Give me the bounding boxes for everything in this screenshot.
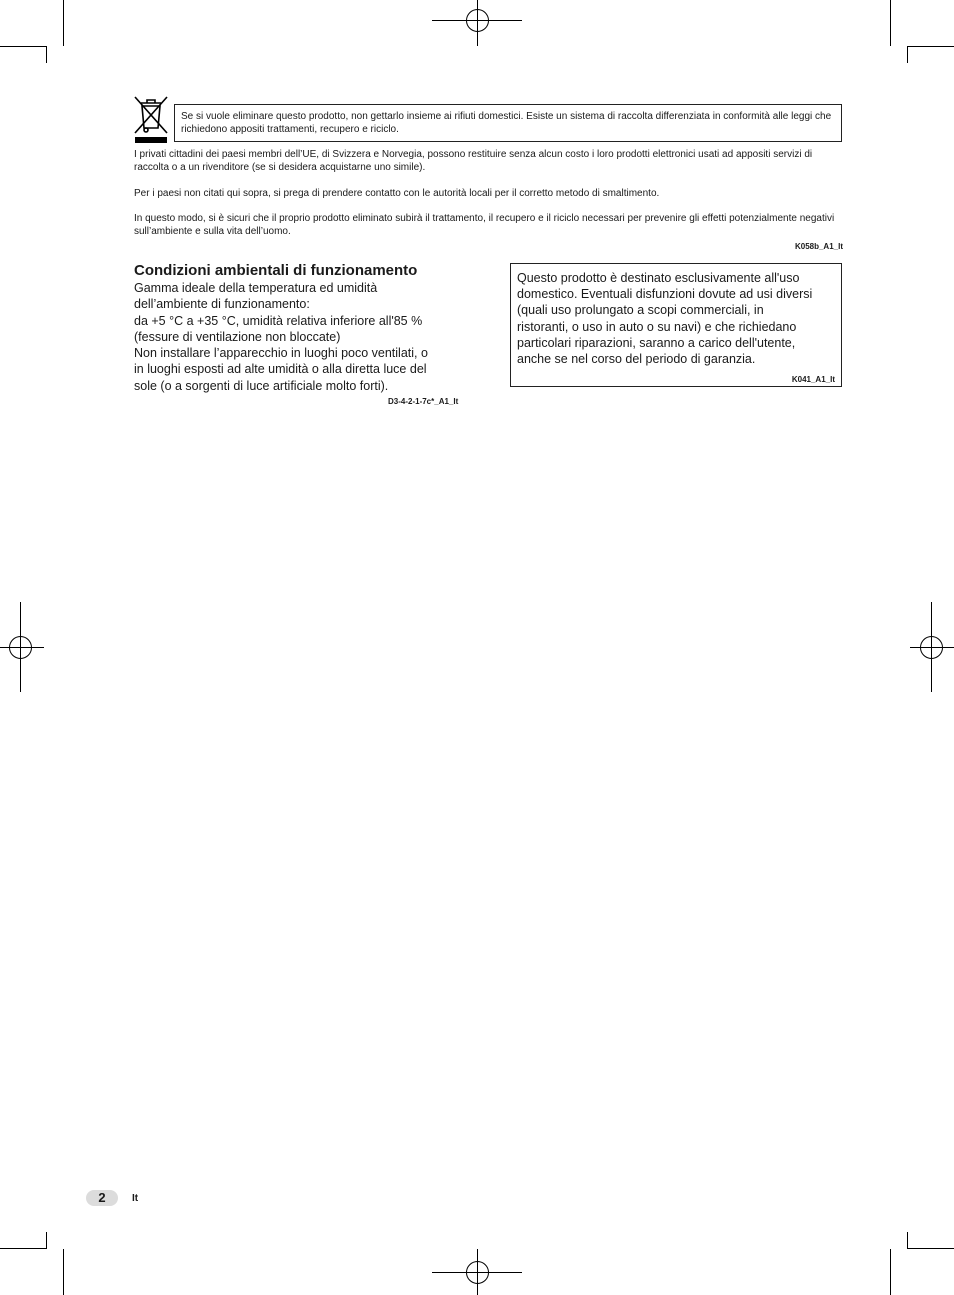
environment-section-body (134, 280, 464, 394)
recycling-paragraph-1: I privati cittadini dei paesi membri dell’UE, di Svizzera e Norvegia, possono restituire senza alcun costo i loro prodotti elettronici usati ad appositi servizi di raccolta o a un rivenditore (se si desidera acquistarne uno simile). (134, 149, 813, 173)
environment-line: dell’ambiente di funzionamento: (134, 297, 310, 312)
environment-line: Gamma ideale della temperatura ed umidità (134, 281, 378, 295)
page-number-badge: 2 (86, 1190, 118, 1206)
domestic-use-line: anche se nel corso del periodo di garanzia. (517, 352, 756, 367)
language-code: It (132, 1193, 139, 1204)
crossed-out-wheelie-bin-icon (133, 95, 169, 145)
domestic-use-line: domestico. Eventuali disfunzioni dovute ad usi diversi (517, 287, 813, 302)
recycling-paragraph-3: In questo modo, si è sicuri che il proprio prodotto eliminato subirà il trattamento, il recupero e il riciclo necessari per prevenire gli effetti potenzialmente negativi sull’ambiente e sulla vita dell’uomo. (134, 213, 835, 237)
domestic-use-notice-box (510, 263, 842, 387)
domestic-use-notice-code: K041_A1_It (791, 374, 835, 384)
environment-line: da +5 °C a +35 °C, umidità relativa inferiore all'85 % (134, 313, 423, 328)
domestic-use-line: (quali uso prolungato a scopi commerciali, in (517, 303, 764, 318)
recycling-paragraph-2: Per i paesi non citati qui sopra, si prega di prendere contatto con le autorità locali per il corretto metodo di smaltimento. (134, 188, 660, 199)
environment-line: in luoghi esposti ad alte umidità o alla diretta luce del (134, 362, 427, 377)
recycling-notice-text: Se si vuole eliminare questo prodotto, non gettarlo insieme ai rifiuti domestici. Esiste un sistema di raccolta differenziata in conformità alle leggi che richiedono appositi trattamenti, recupero e riciclo. (181, 111, 832, 135)
environment-line: sole (o a sorgenti di luce artificiale molto forti). (134, 378, 389, 393)
environment-line: Non installare l’apparecchio in luoghi poco ventilati, o (134, 346, 428, 361)
domestic-use-line: particolari riparazioni, saranno a carico dell'utente, (517, 335, 796, 350)
environment-section-title: Condizioni ambientali di funzionamento (134, 262, 418, 279)
recycling-notice-code: K058b_A1_It (794, 242, 843, 251)
environment-line: (fessure di ventilazione non bloccate) (134, 329, 341, 344)
domestic-use-line: Questo prodotto è destinato esclusivamente all'uso (517, 271, 800, 285)
domestic-use-line: ristoranti, o uso in auto o su navi) e che richiedano (517, 319, 797, 334)
environment-section-code: D3-4-2-1-7c*_A1_It (388, 397, 459, 406)
recycling-notice-box (174, 104, 842, 142)
